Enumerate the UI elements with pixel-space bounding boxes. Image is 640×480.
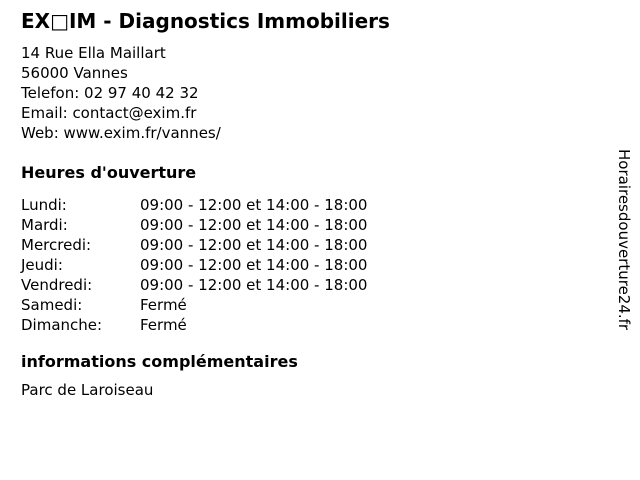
hours-row-friday — [21, 275, 367, 295]
additional-info-heading: informations complémentaires — [21, 352, 298, 371]
hours-row-thursday — [21, 255, 367, 275]
hours-row-wednesday — [21, 235, 367, 255]
hours-row-tuesday — [21, 215, 367, 235]
time-value: Fermé — [140, 316, 187, 334]
page-title: EX□IM - Diagnostics Immobiliers — [21, 9, 390, 33]
additional-info-text: Parc de Laroiseau — [21, 381, 154, 399]
day-label: Mardi: — [21, 216, 68, 234]
time-value: Fermé — [140, 296, 187, 314]
time-value: 09:00 - 12:00 et 14:00 - 18:00 — [140, 276, 368, 294]
day-label: Jeudi: — [21, 256, 63, 274]
opening-hours-heading: Heures d'ouverture — [21, 163, 197, 182]
day-label: Samedi: — [21, 296, 83, 314]
hours-row-saturday — [21, 295, 367, 315]
address-city: 56000 Vannes — [21, 64, 128, 82]
time-value: 09:00 - 12:00 et 14:00 - 18:00 — [140, 216, 368, 234]
day-label: Dimanche: — [21, 316, 103, 334]
site-watermark: Horairesdouverture24.fr — [615, 149, 633, 331]
opening-hours-table — [21, 195, 367, 335]
time-value: 09:00 - 12:00 et 14:00 - 18:00 — [140, 256, 368, 274]
contact-block — [21, 43, 221, 143]
time-value: 09:00 - 12:00 et 14:00 - 18:00 — [140, 196, 368, 214]
phone-line: Telefon: 02 97 40 42 32 — [21, 84, 199, 102]
day-label: Mercredi: — [21, 236, 92, 254]
email-line: Email: contact@exim.fr — [21, 104, 197, 122]
address-street: 14 Rue Ella Maillart — [21, 44, 166, 62]
day-label: Lundi: — [21, 196, 67, 214]
day-label: Vendredi: — [21, 276, 93, 294]
hours-row-monday — [21, 195, 367, 215]
time-value: 09:00 - 12:00 et 14:00 - 18:00 — [140, 236, 368, 254]
web-line: Web: www.exim.fr/vannes/ — [21, 124, 221, 142]
hours-row-sunday — [21, 315, 367, 335]
